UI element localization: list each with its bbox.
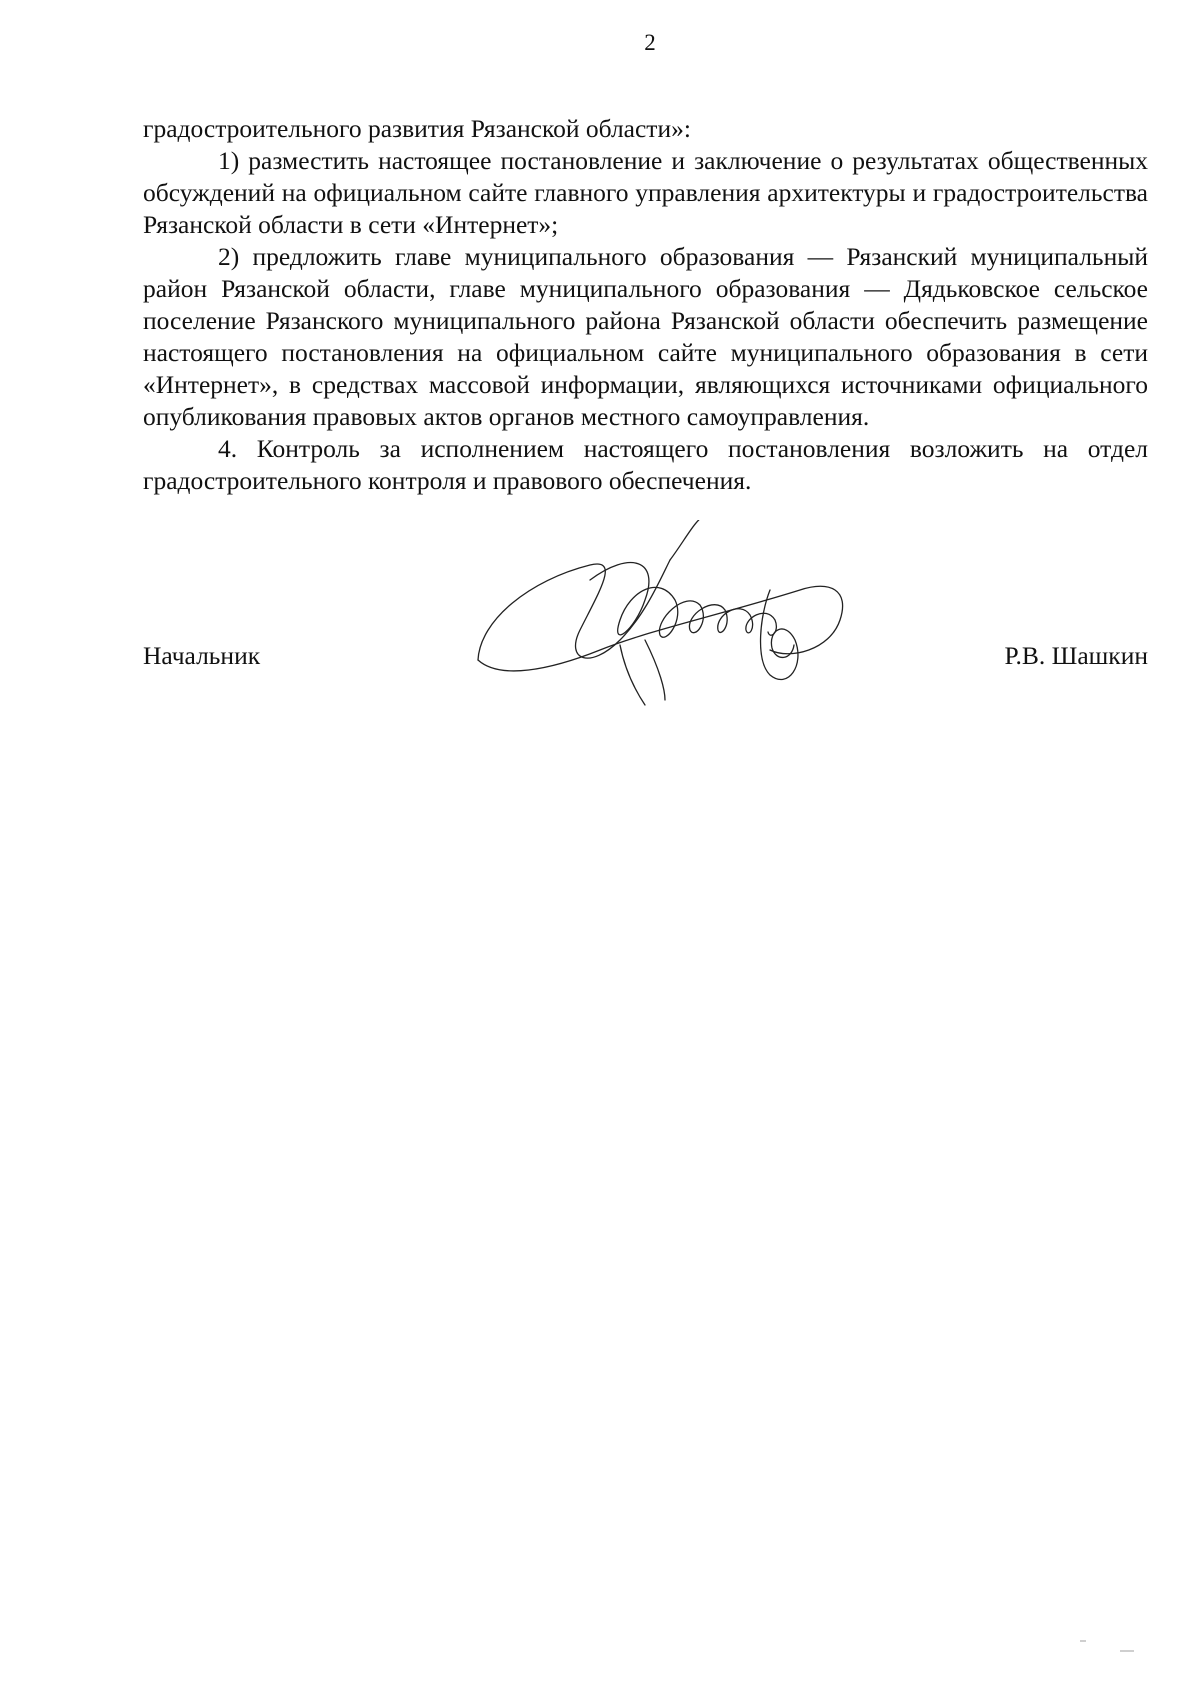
- scan-artifact: [1120, 1650, 1134, 1652]
- paragraph-item-2: 2) предложить главе муниципального образования — Рязанский муниципальный район Рязанской области, главе муниципального образования — Дядьковское сельское поселение Рязанского муниципального района Рязанской области обеспечить размещение настоящего постановления на официальном сайте муниципального образования в сети «Интернет», в средствах массовой информации, являющихся источниками официального опубликования правовых актов органов местного самоуправления.: [143, 242, 1148, 431]
- paragraph-item-1: 1) разместить настоящее постановление и заключение о результатах общественных обсуждений на официальном сайте главного управления архитектуры и градостроительства Рязанской области в сети «Интернет»;: [143, 146, 1148, 239]
- page-number: 2: [644, 30, 656, 55]
- signatory-position: Начальник: [143, 641, 261, 670]
- document-body: [143, 113, 1148, 497]
- paragraph-continuation: градостроительного развития Рязанской области»:: [143, 114, 691, 143]
- signatory-name: Р.В. Шашкин: [1004, 641, 1148, 670]
- scan-artifact: [1080, 1640, 1086, 1642]
- paragraph-item-4: 4. Контроль за исполнением настоящего постановления возложить на отдел градостроительного контроля и правового обеспечения.: [143, 434, 1148, 495]
- handwritten-signature: [470, 520, 890, 770]
